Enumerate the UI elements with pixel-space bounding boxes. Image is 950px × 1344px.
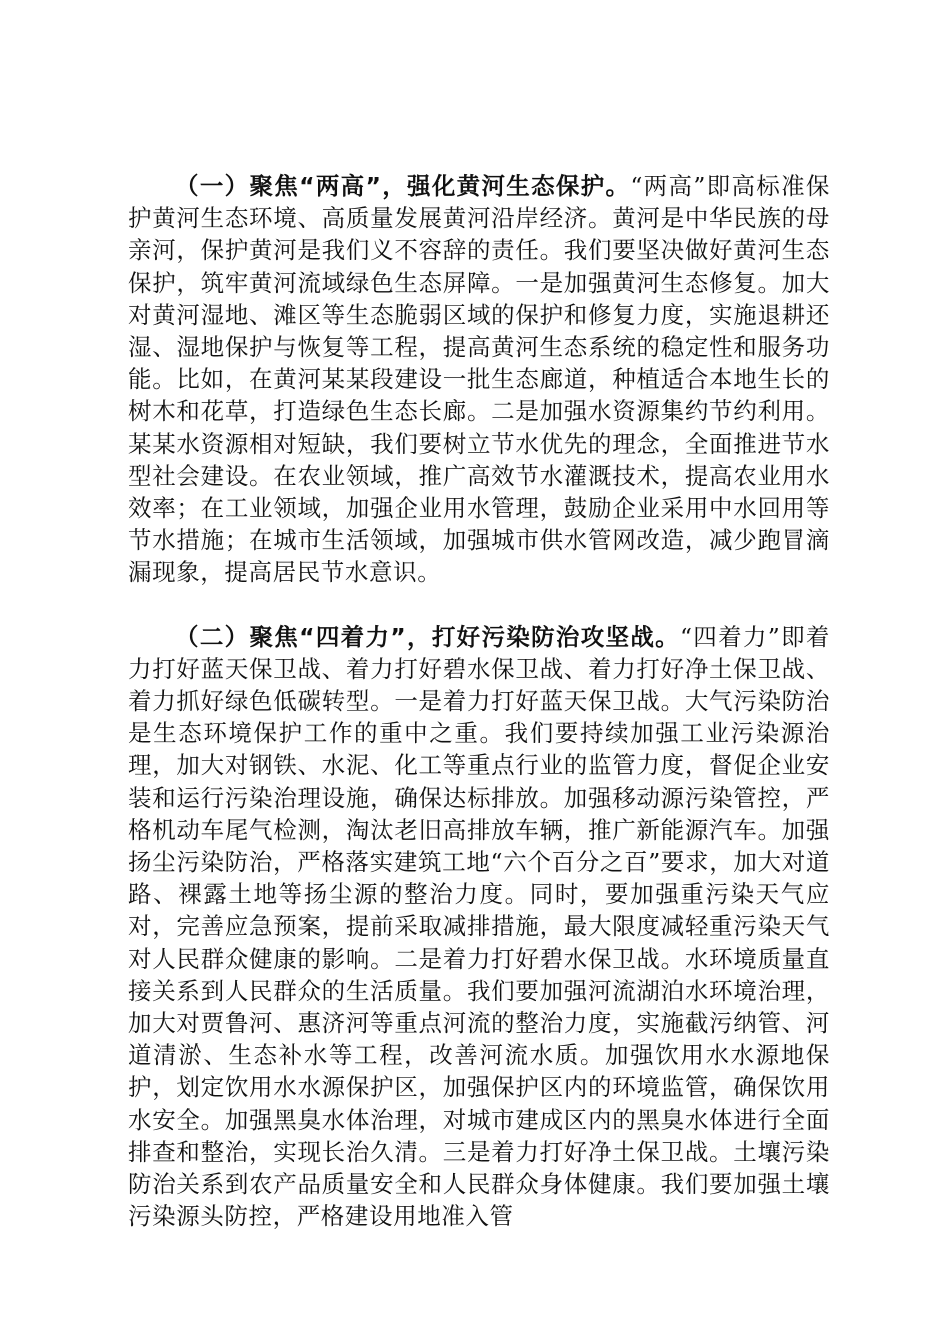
section-body-2: “四着力”即着力打好蓝天保卫战、着力打好碧水保卫战、着力打好净土保卫战、着力抓好绿色低碳转型。一是着力打好蓝天保卫战。大气污染防治是生态环境保护工作的重中之重。我们要持续加强工业污染源治理，加大对钢铁、水泥、化工等重点行业的监管力度，督促企业安装和运行污染治理设施，确保达标排放。加强移动源污染管控，严格机动车尾气检测，淘汰老旧高排放车辆，推广新能源汽车。加强扬尘污染防治，严格落实建筑工地“六个百分之百”要求，加大对道路、裸露土地等扬尘源的整治力度。同时，要加强重污染天气应对，完善应急预案，提前采取减排措施，最大限度减轻重污染天气对人民群众健康的影响。二是着力打好碧水保卫战。水环境质量直接关系到人民群众的生活质量。我们要加强河流湖泊水环境治理，加大对贾鲁河、惠济河等重点河流的整治力度，实施截污纳管、河道清淤、生态补水等工程，改善河流水质。加强饮用水水源地保护，划定饮用水水源保护区，加强保护区内的环境监管，确保饮用水安全。加强黑臭水体治理，对城市建成区内的黑臭水体进行全面排查和整治，实现长治久清。三是着力打好净土保卫战。土壤污染防治关系到农产品质量安全和人民群众身体健康。我们要加强土壤污染源头防控，严格建设用地准入管	[128, 622, 830, 1231]
section-heading-2: （二）聚焦“四着力”，打好污染防治攻坚战。	[175, 622, 680, 651]
document-body	[128, 170, 830, 1233]
section-heading-1: （一）聚焦“两高”，强化黄河生态保护。	[175, 172, 631, 200]
section-paragraph-2	[128, 621, 830, 1233]
section-body-1: “两高”即高标准保护黄河生态环境、高质量发展黄河沿岸经济。黄河是中华民族的母亲河，保护黄河是我们义不容辞的责任。我们要坚决做好黄河生态保护，筑牢黄河流域绿色生态屏障。一是加强黄河生态修复。加大对黄河湿地、滩区等生态脆弱区域的保护和修复力度，实施退耕还湿、湿地保护与恢复等工程，提高黄河生态系统的稳定性和服务功能。比如，在黄河某某段建设一批生态廊道，种植适合本地生长的树木和花草，打造绿色生态长廊。二是加强水资源集约节约利用。某某水资源相对短缺，我们要树立节水优先的理念，全面推进节水型社会建设。在农业领域，推广高效节水灌溉技术，提高农业用水效率；在工业领域，加强企业用水管理，鼓励企业采用中水回用等节水措施；在城市生活领域，加强城市供水管网改造，减少跑冒滴漏现象，提高居民节水意识。	[128, 172, 830, 587]
section-paragraph-1	[128, 170, 830, 589]
